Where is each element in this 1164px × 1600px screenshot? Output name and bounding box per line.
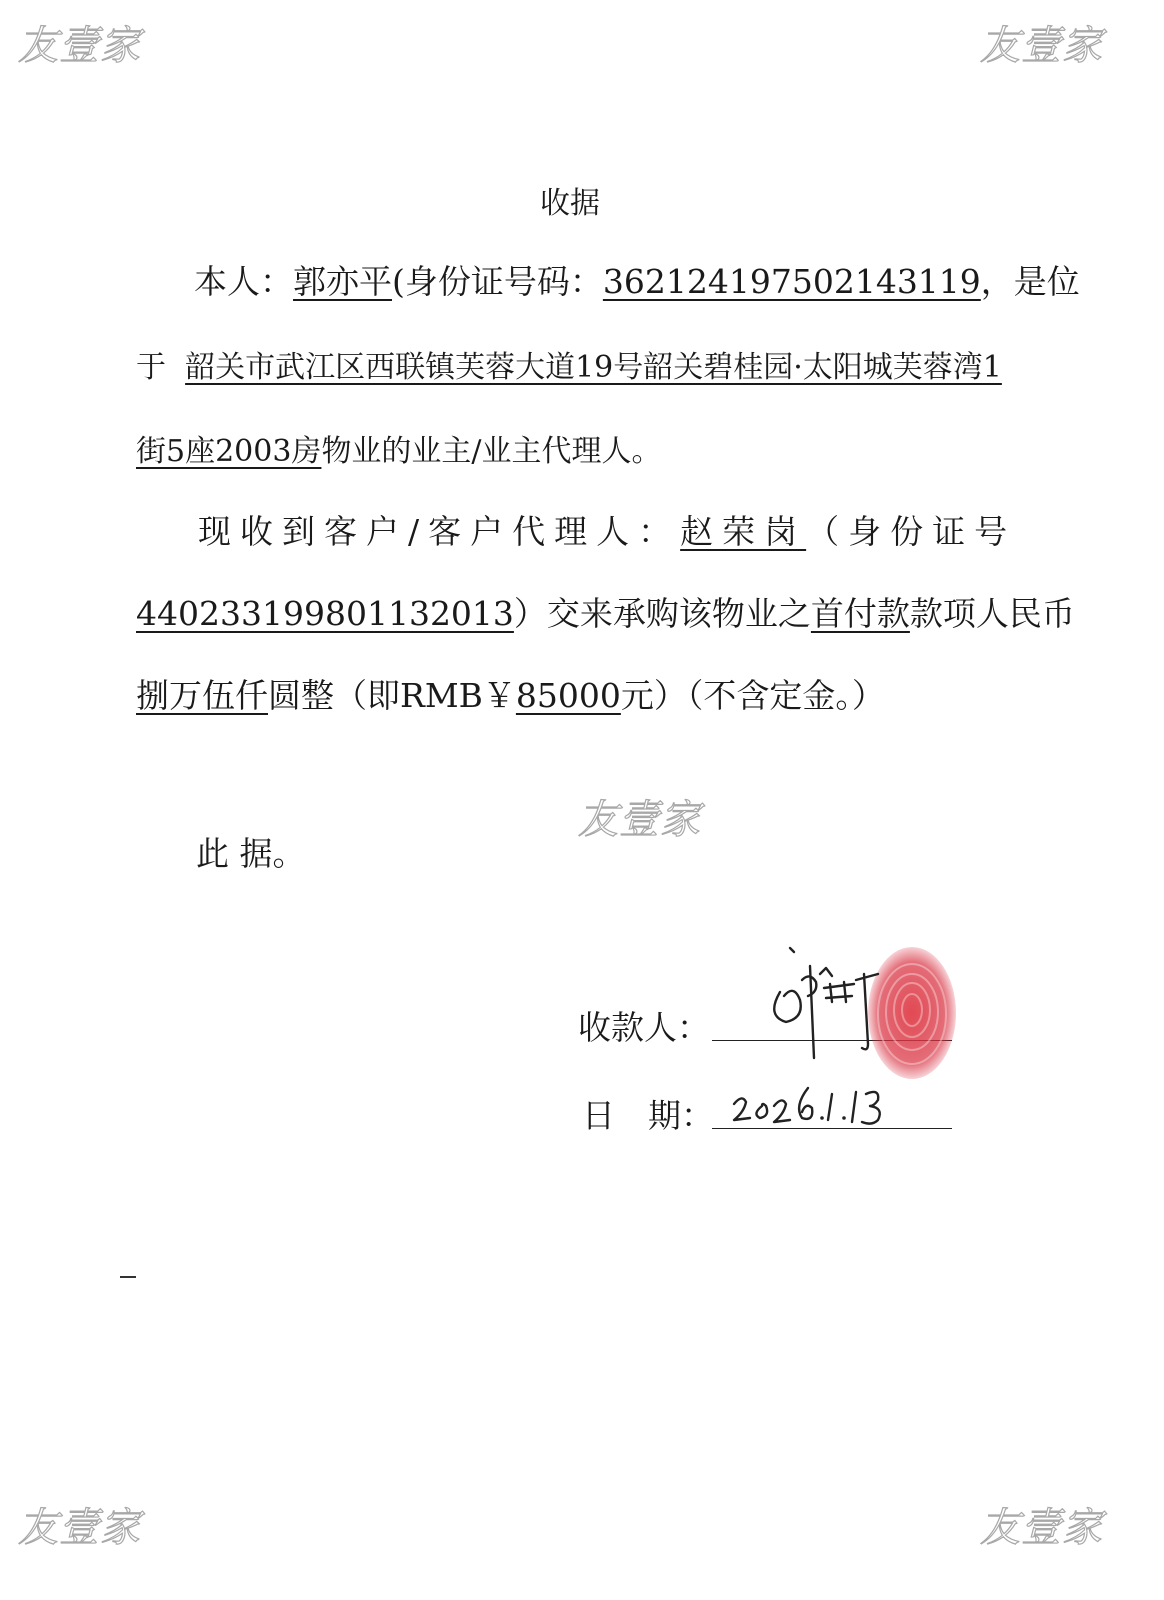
watermark-top-left: 友壹家 [18, 23, 141, 69]
handwritten-date [728, 1080, 898, 1136]
para1-line1 [194, 256, 1080, 303]
stray-mark [120, 1276, 136, 1278]
para2-text4: 元）（不含定金。） [620, 676, 885, 715]
para1-tail: ，是位 [980, 262, 1080, 301]
property-address-part1: 韶关市武江区西联镇芙蓉大道19号韶关碧桂园·太阳城芙蓉湾1 [185, 350, 1002, 385]
para1-lead: 本人： [194, 262, 293, 301]
watermark-center: 友壹家 [578, 797, 701, 843]
para1-prefix2: 于 [136, 350, 166, 385]
property-address-part2: 街5座2003房 [136, 434, 322, 469]
para1-id-label: (身份证号码： [392, 262, 603, 301]
amount-number: 85000 [515, 676, 621, 715]
para2-line2 [136, 588, 1075, 635]
para1-suffix: 物业的业主/业主代理人。 [321, 434, 662, 469]
payment-type: 首付款 [810, 594, 910, 633]
para2-line3 [136, 670, 885, 717]
payee-id-number: 362124197502143119 [602, 262, 981, 301]
watermark-bottom-right: 友壹家 [980, 1505, 1103, 1551]
para2-lead: 现收到客户/客户代理人： [198, 512, 681, 551]
para2-id-label: （身份证号 [806, 512, 1017, 551]
para2-line1 [198, 506, 1016, 553]
payer-name: 赵荣岗 [680, 512, 807, 551]
watermark-bottom-left: 友壹家 [18, 1505, 141, 1551]
payee-label: 收款人： [578, 1008, 710, 1047]
date-label: 日 期： [582, 1096, 714, 1135]
payee-name: 郭亦平 [293, 262, 392, 301]
payee-handwritten-signature [760, 940, 890, 1065]
para1-line3 [136, 426, 662, 470]
payer-id-number: 440233199801132013 [136, 594, 514, 633]
document-title: 收据 [540, 186, 600, 221]
para2-text1: ）交来承购该物业之 [513, 594, 811, 633]
para2-text3: 圆整（即RMB￥ [268, 676, 516, 715]
watermark-top-right: 友壹家 [980, 23, 1103, 69]
amount-in-words: 捌万伍仟 [136, 676, 268, 715]
para1-line2 [136, 342, 1002, 386]
para2-text2: 款项人民币 [909, 594, 1075, 633]
closing-text: 此 据。 [196, 834, 306, 873]
